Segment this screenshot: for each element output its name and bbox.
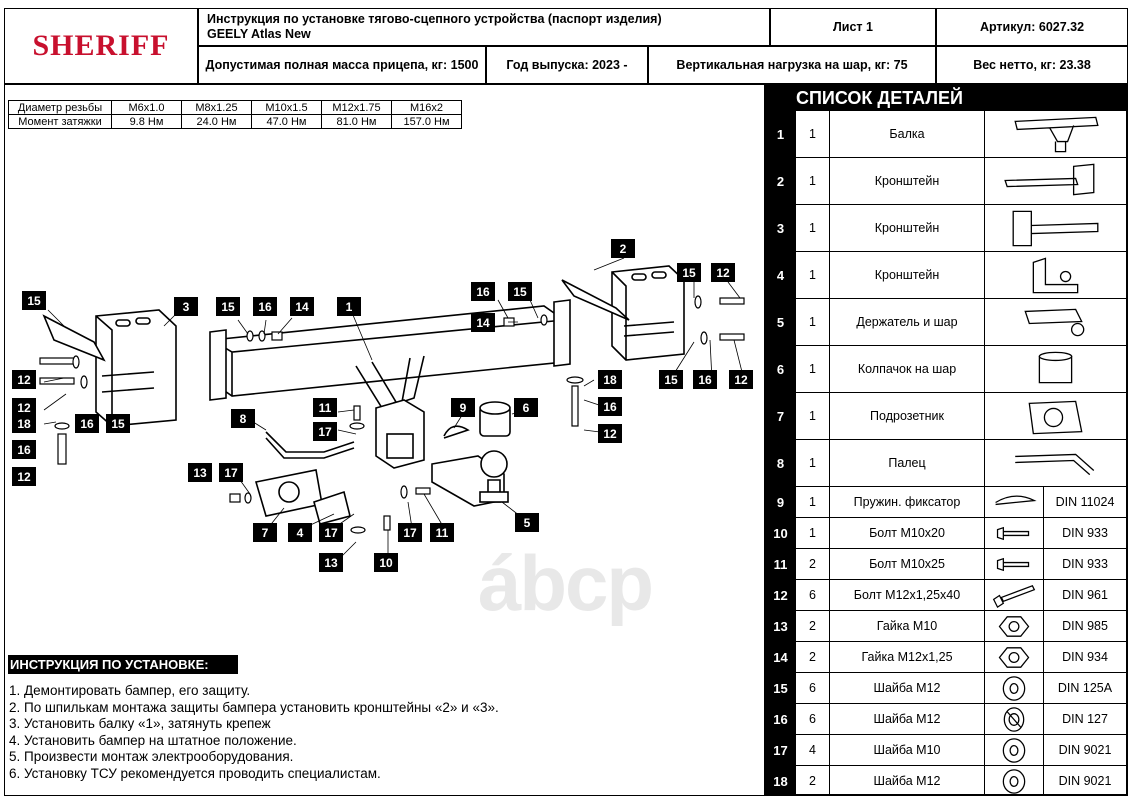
- callout-16: 16: [471, 282, 495, 301]
- bolt-icon: [985, 518, 1044, 548]
- part-number: 6: [766, 346, 796, 392]
- parts-list-title: СПИСОК ДЕТАЛЕЙ: [766, 86, 1126, 110]
- vehicle-model: GEELY Atlas New: [207, 27, 311, 41]
- callout-16: 16: [12, 440, 36, 459]
- beam-icon: [985, 111, 1126, 157]
- document-title: Инструкция по установке тягово-сцепного устройства (паспорт изделия): [207, 12, 662, 26]
- callout-18: 18: [12, 414, 36, 433]
- nut-icon: [985, 611, 1044, 641]
- part-row: [766, 579, 1126, 610]
- part-quantity: 1: [796, 518, 830, 548]
- assembly-drawing: [4, 130, 762, 590]
- torque-cell: 9.8 Нм: [112, 115, 182, 129]
- part-row: [766, 610, 1126, 641]
- part-row: [766, 439, 1126, 486]
- part-number: 15: [766, 673, 796, 703]
- callout-13: 13: [319, 553, 343, 572]
- part-number: 16: [766, 704, 796, 734]
- callout-11: 11: [430, 523, 454, 542]
- callout-16: 16: [598, 397, 622, 416]
- part-quantity: 2: [796, 611, 830, 641]
- part-row: [766, 486, 1126, 517]
- part-number: 14: [766, 642, 796, 672]
- part-number: 9: [766, 487, 796, 517]
- instruction-step: 3. Установить балку «1», затянуть крепеж: [9, 716, 271, 731]
- thread-size-cell: М10x1.5: [252, 101, 322, 115]
- part-row: [766, 251, 1126, 298]
- callout-15: 15: [659, 370, 683, 389]
- part-quantity: 2: [796, 642, 830, 672]
- part-number: 5: [766, 299, 796, 345]
- part-din: DIN 933: [1062, 526, 1108, 540]
- part-number: 13: [766, 611, 796, 641]
- part-row: [766, 548, 1126, 579]
- beam-drawing: [210, 300, 570, 468]
- part-name: Шайба М10: [830, 735, 985, 765]
- part-number: 10: [766, 518, 796, 548]
- callout-12: 12: [729, 370, 753, 389]
- callout-17: 17: [313, 422, 337, 441]
- callout-14: 14: [471, 313, 495, 332]
- pin-icon: [985, 440, 1126, 486]
- sheet-number: Лист 1: [770, 8, 936, 46]
- callout-12: 12: [12, 370, 36, 389]
- part-name: Шайба М12: [830, 704, 985, 734]
- callout-8: 8: [231, 409, 255, 428]
- torque-label: Момент затяжки: [9, 115, 112, 129]
- article-number: Артикул: 6027.32: [936, 8, 1128, 46]
- thread-size-cell: М16x2: [392, 101, 462, 115]
- part-din: DIN 985: [1062, 619, 1108, 633]
- production-year: Год выпуска: 2023 -: [486, 46, 648, 84]
- title-block: [198, 8, 770, 46]
- spring-clip-icon: [985, 487, 1044, 517]
- part-name: Гайка М12x1,25: [830, 642, 985, 672]
- right-bracket-drawing: [562, 266, 684, 360]
- callout-17: 17: [319, 523, 343, 542]
- part-row: [766, 110, 1126, 157]
- callout-14: 14: [290, 297, 314, 316]
- callout-3: 3: [174, 297, 198, 316]
- watermark: ábcp: [478, 539, 653, 627]
- part-name: Болт М12x1,25x40: [830, 580, 985, 610]
- part-number: 1: [766, 111, 796, 157]
- callout-9: 9: [451, 398, 475, 417]
- part-name: Шайба М12: [830, 673, 985, 703]
- socket-plate-drawing: [256, 470, 322, 516]
- part-quantity: 6: [796, 673, 830, 703]
- callout-12: 12: [12, 467, 36, 486]
- bolt-long-icon: [985, 580, 1044, 610]
- part-name: Держатель и шар: [830, 299, 985, 345]
- spring-washer-icon: [985, 704, 1044, 734]
- callout-10: 10: [374, 553, 398, 572]
- torque-cell: 81.0 Нм: [322, 115, 392, 129]
- part-number: 8: [766, 440, 796, 486]
- torque-cell: 157.0 Нм: [392, 115, 462, 129]
- ball-mount-icon: [985, 299, 1126, 345]
- part-din: DIN 11024: [1055, 495, 1115, 509]
- part-row: [766, 672, 1126, 703]
- part-din: DIN 127: [1062, 712, 1108, 726]
- part-quantity: 6: [796, 704, 830, 734]
- socket-plate-icon: [985, 393, 1126, 439]
- washer-icon: [985, 766, 1044, 796]
- nut-icon: [985, 642, 1044, 672]
- part-row: [766, 298, 1126, 345]
- bracket-long-icon: [985, 158, 1126, 204]
- part-quantity: 2: [796, 549, 830, 579]
- callout-18: 18: [598, 370, 622, 389]
- ball-cap-drawing: [480, 402, 510, 436]
- part-name: Кронштейн: [830, 158, 985, 204]
- part-name: Болт М10x20: [830, 518, 985, 548]
- instruction-step: 4. Установить бампер на штатное положение.: [9, 733, 297, 748]
- callout-1: 1: [337, 297, 361, 316]
- part-row: [766, 157, 1126, 204]
- callout-15: 15: [22, 291, 46, 310]
- bolt-icon: [985, 549, 1044, 579]
- part-quantity: 1: [796, 393, 830, 439]
- net-weight: Вес нетто, кг: 23.38: [936, 46, 1128, 84]
- part-din: DIN 934: [1062, 650, 1108, 664]
- bracket-small-icon: [985, 252, 1126, 298]
- part-din: DIN 933: [1062, 557, 1108, 571]
- part-number: 11: [766, 549, 796, 579]
- part-row: [766, 345, 1126, 392]
- callout-7: 7: [253, 523, 277, 542]
- callout-12: 12: [711, 263, 735, 282]
- left-bracket-drawing: [44, 310, 176, 426]
- callout-5: 5: [515, 513, 539, 532]
- callout-13: 13: [188, 463, 212, 482]
- torque-table: [8, 100, 462, 129]
- part-din: DIN 125A: [1057, 681, 1113, 695]
- part-row: [766, 392, 1126, 439]
- part-name: Кронштейн: [830, 205, 985, 251]
- part-row: [766, 517, 1126, 548]
- thread-size-cell: М6x1.0: [112, 101, 182, 115]
- callout-6: 6: [514, 398, 538, 417]
- part-quantity: 1: [796, 487, 830, 517]
- part-row: [766, 734, 1126, 765]
- part-number: 3: [766, 205, 796, 251]
- thread-size-cell: М8x1.25: [182, 101, 252, 115]
- callout-16: 16: [75, 414, 99, 433]
- part-quantity: 1: [796, 299, 830, 345]
- part-quantity: 1: [796, 111, 830, 157]
- part-name: Балка: [830, 111, 985, 157]
- torque-cell: 47.0 Нм: [252, 115, 322, 129]
- instruction-step: 2. По шпилькам монтажа защиты бампера установить кронштейны «2» и «3».: [9, 700, 499, 715]
- part-name: Кронштейн: [830, 252, 985, 298]
- max-trailer-mass: Допустимая полная масса прицепа, кг: 1500: [198, 46, 486, 84]
- part-quantity: 1: [796, 205, 830, 251]
- part-row: [766, 641, 1126, 672]
- torque-cell: 24.0 Нм: [182, 115, 252, 129]
- part-name: Колпачок на шар: [830, 346, 985, 392]
- part-quantity: 4: [796, 735, 830, 765]
- part-number: 18: [766, 766, 796, 796]
- callout-17: 17: [219, 463, 243, 482]
- part-number: 12: [766, 580, 796, 610]
- part-din: DIN 9021: [1058, 774, 1112, 788]
- part-quantity: 6: [796, 580, 830, 610]
- part-quantity: 1: [796, 252, 830, 298]
- part-row: [766, 204, 1126, 251]
- part-row: [766, 703, 1126, 734]
- callout-17: 17: [398, 523, 422, 542]
- instruction-step: 6. Установку ТСУ рекомендуется проводить специалистам.: [9, 766, 381, 781]
- callout-12: 12: [598, 424, 622, 443]
- callout-15: 15: [216, 297, 240, 316]
- part-name: Шайба М12: [830, 766, 985, 796]
- part-quantity: 1: [796, 158, 830, 204]
- bracket-plate-icon: [985, 205, 1126, 251]
- ball-cap-icon: [985, 346, 1126, 392]
- callout-11: 11: [313, 398, 337, 417]
- callout-15: 15: [677, 263, 701, 282]
- torque-row: [9, 115, 462, 129]
- part-name: Палец: [830, 440, 985, 486]
- callout-2: 2: [611, 239, 635, 258]
- part-quantity: 2: [796, 766, 830, 796]
- part-name: Гайка М10: [830, 611, 985, 641]
- callout-16: 16: [693, 370, 717, 389]
- sheriff-logo: SHERIFF: [4, 8, 198, 84]
- callout-4: 4: [288, 523, 312, 542]
- callout-16: 16: [253, 297, 277, 316]
- pin-drawing: [266, 432, 354, 458]
- callout-12: 12: [12, 398, 36, 417]
- callout-15: 15: [508, 282, 532, 301]
- instruction-step: 1. Демонтировать бампер, его защиту.: [9, 683, 251, 698]
- ball-mount-drawing: [432, 451, 508, 506]
- part-number: 2: [766, 158, 796, 204]
- part-din: DIN 961: [1062, 588, 1108, 602]
- thread-size-row: [9, 101, 462, 115]
- part-row: [766, 765, 1126, 796]
- part-number: 7: [766, 393, 796, 439]
- spring-clip-drawing: [444, 426, 468, 438]
- callout-15: 15: [106, 414, 130, 433]
- thread-size-cell: М12x1.75: [322, 101, 392, 115]
- part-name: Подрозетник: [830, 393, 985, 439]
- instructions-title: ИНСТРУКЦИЯ ПО УСТАНОВКЕ:: [8, 655, 238, 674]
- vertical-load: Вертикальная нагрузка на шар, кг: 75: [648, 46, 936, 84]
- parts-list: [764, 84, 1128, 796]
- instruction-step: 5. Произвести монтаж электрооборудования.: [9, 749, 294, 764]
- thread-size-label: Диаметр резьбы: [9, 101, 112, 115]
- part-name: Болт М10x25: [830, 549, 985, 579]
- part-quantity: 1: [796, 346, 830, 392]
- part-name: Пружин. фиксатор: [830, 487, 985, 517]
- part-quantity: 1: [796, 440, 830, 486]
- part-number: 4: [766, 252, 796, 298]
- part-number: 17: [766, 735, 796, 765]
- washer-icon: [985, 673, 1044, 703]
- part-din: DIN 9021: [1058, 743, 1112, 757]
- washer-icon: [985, 735, 1044, 765]
